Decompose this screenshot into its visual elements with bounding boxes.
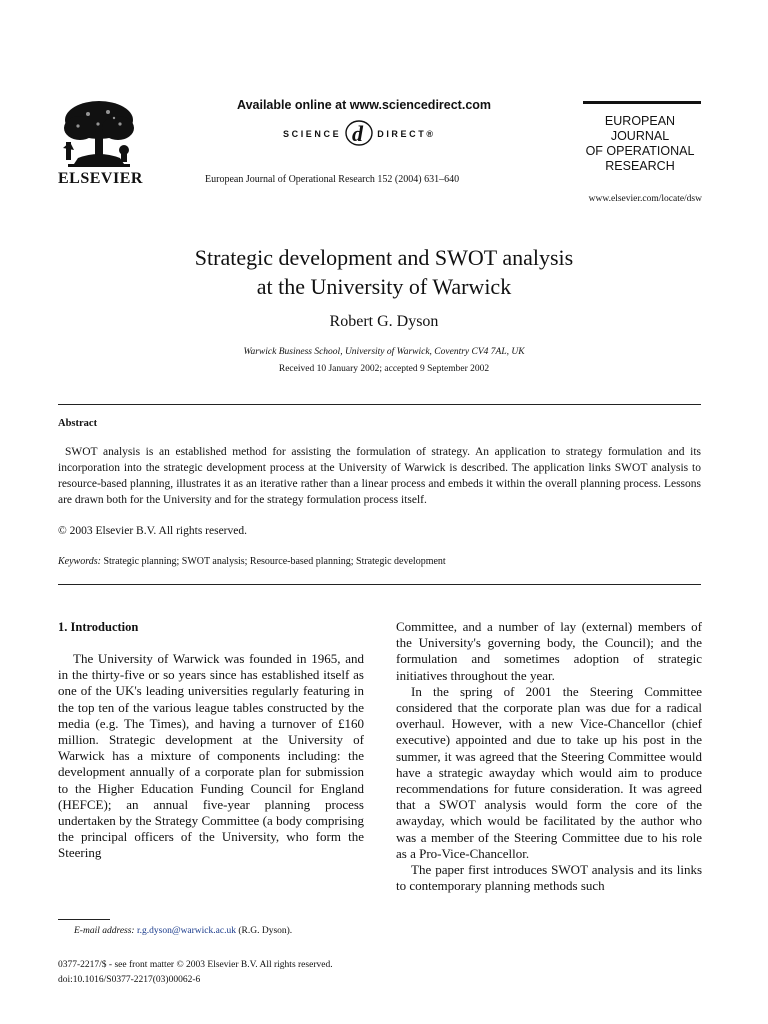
section-heading: 1. Introduction [58,620,139,634]
article-title [0,243,768,301]
footnote-who: (R.G. Dyson). [238,926,293,936]
abstract-text: SWOT analysis is an established method for assisting the formulation of strategy. An application to strategy formulation and its incorporation into the strategic development process at the University of Warwick is described. The application links SWOT analysis to resource-based planning, illustrates it as an iterative rather than a linear process and embeds it within the overall planning process. Lessons are drawn both for the University and for the strategy formulation process itself. [58,446,701,506]
journal-logo-line: OF OPERATIONAL [585,144,695,158]
title-line-1: Strategic development and SWOT analysis [194,245,574,270]
paragraph: In the spring of 2001 the Steering Committee considered that the corporate plan was due for a radical overhaul. However, with a new Vice-Chancellor (chief executive) appointed and due to take up his post in the summer, it was agreed that the Steering Committee would have a strategic awayday which would aim to produce recommendations for future consideration. It was agreed that a SWOT analysis would form the core of the awayday, which would be facilitated by the author who was a member of the Steering Committee due to his role as a Pro-Vice-Chancellor. [396,683,702,861]
available-online[interactable]: Available online at www.sciencedirect.com [237,98,492,112]
footnote-rule [58,919,110,920]
title-line-2: at the University of Warwick [256,274,512,299]
sciencedirect-d-icon [344,118,374,150]
footnote-label: E-mail address: [74,926,135,936]
svg-text:d: d [352,121,366,146]
abstract-copyright: © 2003 Elsevier B.V. All rights reserved. [58,525,247,537]
keywords [58,556,446,567]
keywords-label: Keywords: [58,556,101,567]
issn-line: 0377-2217/$ - see front matter © 2003 Elsevier B.V. All rights reserved. [58,960,333,970]
right-column [396,619,702,894]
author-name: Robert G. Dyson [329,313,439,330]
doi-line[interactable]: doi:10.1016/S0377-2217(03)00062-6 [58,975,201,985]
journal-url[interactable]: www.elsevier.com/locate/dsw [588,194,702,204]
sd-right-word: DIRECT® [377,129,436,139]
sciencedirect-logo [283,119,436,149]
journal-citation: European Journal of Operational Research 152 (2004) 631–640 [205,174,460,185]
elsevier-tree-logo [58,98,140,170]
journal-logo-title [570,114,710,174]
abstract-top-rule [58,404,701,405]
abstract-heading: Abstract [58,418,98,429]
paragraph: The paper first introduces SWOT analysis and its links to contemporary planning methods such [396,862,702,894]
paragraph: Committee, and a number of lay (external) members of the University's governing body, the Council); and the formulation and sometimes adoption of strategic initiatives throughout the year. [396,619,702,683]
sd-left-word: SCIENCE [283,129,342,139]
journal-logo-bar [583,101,701,104]
abstract-bottom-rule [58,584,701,585]
received-dates: Received 10 January 2002; accepted 9 September 2002 [278,364,490,374]
author-affiliation: Warwick Business School, University of Warwick, Coventry CV4 7AL, UK [243,347,525,357]
publisher-name: ELSEVIER [58,170,143,187]
left-column [58,651,364,862]
author-email-link[interactable]: r.g.dyson@warwick.ac.uk [136,926,236,936]
paragraph: The University of Warwick was founded in 1965, and in the thirty-five or so years since has established itself as one of the UK's leading universities regularly featuring in the top ten of the various league tables constructed by the media (e.g. The Times), and having a turnover of £160 million. Strategic development at the University of Warwick has a mixture of components including: the development annually of a corporate plan for submission to the Higher Education Funding Council for England (HEFCE); an annual five-year planning process undertaken by the Strategy Committee (a body comprising the principal officers of the University, who form the Steering [58,651,364,861]
journal-logo-line: JOURNAL [610,129,670,143]
keywords-list: Strategic planning; SWOT analysis; Resource-based planning; Strategic development [103,556,446,567]
journal-logo-line: EUROPEAN [604,114,676,128]
journal-logo-line: RESEARCH [605,159,675,173]
footnote [74,926,292,936]
